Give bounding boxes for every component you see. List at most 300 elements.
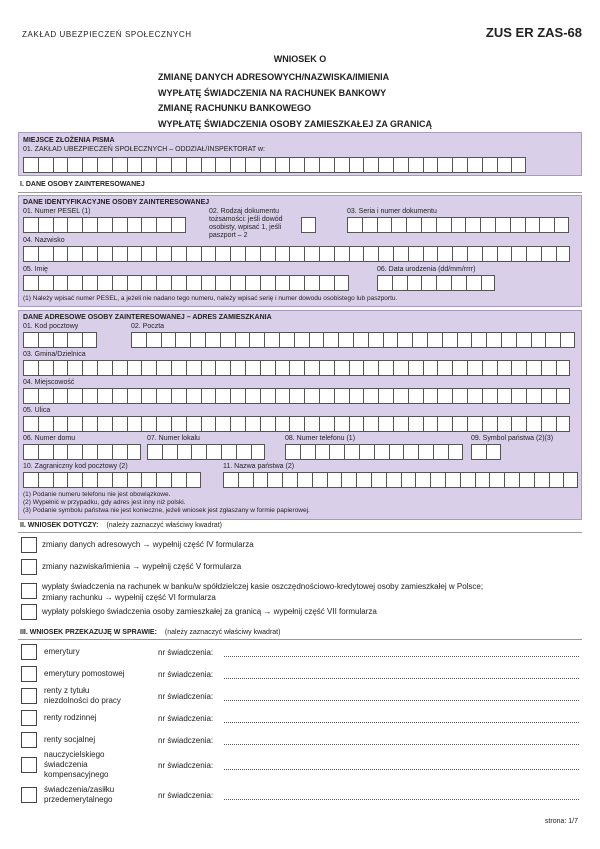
char-box[interactable] bbox=[349, 388, 364, 404]
country-name-input[interactable] bbox=[223, 472, 578, 488]
char-box[interactable] bbox=[304, 388, 319, 404]
char-box[interactable] bbox=[82, 388, 97, 404]
char-box[interactable] bbox=[82, 157, 97, 173]
char-box[interactable] bbox=[156, 157, 171, 173]
char-box[interactable] bbox=[323, 332, 338, 348]
char-box[interactable] bbox=[471, 332, 486, 348]
char-box[interactable] bbox=[334, 360, 349, 376]
char-box[interactable] bbox=[260, 360, 275, 376]
char-box[interactable] bbox=[489, 472, 504, 488]
char-box[interactable] bbox=[421, 217, 436, 233]
char-box[interactable] bbox=[452, 246, 467, 262]
char-box[interactable] bbox=[349, 416, 364, 432]
char-box[interactable] bbox=[245, 360, 260, 376]
doc-type-input[interactable] bbox=[301, 217, 316, 233]
char-box[interactable] bbox=[201, 246, 216, 262]
char-box[interactable] bbox=[112, 275, 127, 291]
char-box[interactable] bbox=[482, 157, 497, 173]
char-box[interactable] bbox=[146, 332, 161, 348]
char-box[interactable] bbox=[82, 360, 97, 376]
char-box[interactable] bbox=[38, 217, 53, 233]
char-box[interactable] bbox=[401, 472, 416, 488]
char-box[interactable] bbox=[38, 157, 53, 173]
char-box[interactable] bbox=[205, 332, 220, 348]
char-box[interactable] bbox=[235, 332, 250, 348]
char-box[interactable] bbox=[467, 360, 482, 376]
char-box[interactable] bbox=[206, 444, 221, 460]
char-box[interactable] bbox=[186, 157, 201, 173]
char-box[interactable] bbox=[223, 472, 238, 488]
benefit-checkbox[interactable] bbox=[21, 710, 37, 726]
char-box[interactable] bbox=[53, 444, 68, 460]
char-box[interactable] bbox=[201, 157, 216, 173]
char-box[interactable] bbox=[38, 416, 53, 432]
char-box[interactable] bbox=[67, 275, 82, 291]
city-input[interactable] bbox=[131, 332, 575, 348]
char-box[interactable] bbox=[452, 388, 467, 404]
char-box[interactable] bbox=[156, 472, 171, 488]
char-box[interactable] bbox=[53, 157, 68, 173]
char-box[interactable] bbox=[171, 217, 186, 233]
char-box[interactable] bbox=[230, 157, 245, 173]
char-box[interactable] bbox=[67, 472, 82, 488]
char-box[interactable] bbox=[319, 275, 334, 291]
char-box[interactable] bbox=[451, 217, 466, 233]
char-box[interactable] bbox=[304, 275, 319, 291]
char-box[interactable] bbox=[127, 360, 142, 376]
char-box[interactable] bbox=[171, 472, 186, 488]
char-box[interactable] bbox=[334, 275, 349, 291]
char-box[interactable] bbox=[67, 444, 82, 460]
char-box[interactable] bbox=[112, 416, 127, 432]
char-box[interactable] bbox=[526, 416, 541, 432]
benefit-checkbox[interactable] bbox=[21, 688, 37, 704]
char-box[interactable] bbox=[497, 388, 512, 404]
char-box[interactable] bbox=[141, 388, 156, 404]
char-box[interactable] bbox=[392, 275, 407, 291]
char-box[interactable] bbox=[275, 157, 290, 173]
char-box[interactable] bbox=[238, 472, 253, 488]
char-box[interactable] bbox=[423, 157, 438, 173]
char-box[interactable] bbox=[341, 472, 356, 488]
char-box[interactable] bbox=[510, 217, 525, 233]
benefit-checkbox[interactable] bbox=[21, 757, 37, 773]
char-box[interactable] bbox=[412, 332, 427, 348]
char-box[interactable] bbox=[304, 157, 319, 173]
benefit-number-field[interactable] bbox=[224, 799, 579, 800]
char-box[interactable] bbox=[338, 332, 353, 348]
char-box[interactable] bbox=[127, 444, 142, 460]
char-box[interactable] bbox=[127, 217, 142, 233]
char-box[interactable] bbox=[554, 217, 569, 233]
char-box[interactable] bbox=[539, 217, 554, 233]
char-box[interactable] bbox=[300, 444, 315, 460]
char-box[interactable] bbox=[186, 246, 201, 262]
char-box[interactable] bbox=[215, 246, 230, 262]
char-box[interactable] bbox=[177, 444, 192, 460]
char-box[interactable] bbox=[282, 472, 297, 488]
char-box[interactable] bbox=[371, 472, 386, 488]
char-box[interactable] bbox=[171, 416, 186, 432]
benefit-number-field[interactable] bbox=[224, 700, 579, 701]
char-box[interactable] bbox=[452, 416, 467, 432]
char-box[interactable] bbox=[433, 444, 448, 460]
char-box[interactable] bbox=[289, 388, 304, 404]
benefit-checkbox[interactable] bbox=[21, 787, 37, 803]
char-box[interactable] bbox=[526, 388, 541, 404]
char-box[interactable] bbox=[312, 472, 327, 488]
char-box[interactable] bbox=[156, 246, 171, 262]
char-box[interactable] bbox=[519, 472, 534, 488]
char-box[interactable] bbox=[397, 332, 412, 348]
char-box[interactable] bbox=[245, 157, 260, 173]
benefit-number-field[interactable] bbox=[224, 678, 579, 679]
char-box[interactable] bbox=[334, 388, 349, 404]
char-box[interactable] bbox=[525, 217, 540, 233]
char-box[interactable] bbox=[171, 388, 186, 404]
char-box[interactable] bbox=[334, 246, 349, 262]
char-box[interactable] bbox=[526, 246, 541, 262]
char-box[interactable] bbox=[437, 416, 452, 432]
char-box[interactable] bbox=[97, 416, 112, 432]
char-box[interactable] bbox=[423, 360, 438, 376]
char-box[interactable] bbox=[23, 444, 38, 460]
char-box[interactable] bbox=[97, 157, 112, 173]
char-box[interactable] bbox=[38, 444, 53, 460]
char-box[interactable] bbox=[82, 472, 97, 488]
char-box[interactable] bbox=[541, 360, 556, 376]
char-box[interactable] bbox=[156, 388, 171, 404]
char-box[interactable] bbox=[38, 246, 53, 262]
char-box[interactable] bbox=[112, 360, 127, 376]
char-box[interactable] bbox=[541, 246, 556, 262]
char-box[interactable] bbox=[465, 217, 480, 233]
char-box[interactable] bbox=[511, 246, 526, 262]
char-box[interactable] bbox=[301, 217, 316, 233]
char-box[interactable] bbox=[221, 444, 236, 460]
char-box[interactable] bbox=[161, 332, 176, 348]
char-box[interactable] bbox=[482, 416, 497, 432]
street-input[interactable] bbox=[23, 416, 570, 432]
char-box[interactable] bbox=[386, 472, 401, 488]
char-box[interactable] bbox=[445, 472, 460, 488]
char-box[interactable] bbox=[53, 388, 68, 404]
dob-input[interactable] bbox=[377, 275, 495, 291]
char-box[interactable] bbox=[460, 472, 475, 488]
char-box[interactable] bbox=[563, 472, 578, 488]
char-box[interactable] bbox=[230, 360, 245, 376]
char-box[interactable] bbox=[249, 332, 264, 348]
char-box[interactable] bbox=[359, 444, 374, 460]
char-box[interactable] bbox=[486, 444, 501, 460]
char-box[interactable] bbox=[23, 275, 38, 291]
char-box[interactable] bbox=[156, 275, 171, 291]
char-box[interactable] bbox=[378, 388, 393, 404]
char-box[interactable] bbox=[53, 416, 68, 432]
option-abroad-checkbox[interactable] bbox=[21, 604, 37, 620]
char-box[interactable] bbox=[467, 416, 482, 432]
char-box[interactable] bbox=[531, 332, 546, 348]
char-box[interactable] bbox=[127, 416, 142, 432]
char-box[interactable] bbox=[408, 388, 423, 404]
char-box[interactable] bbox=[334, 416, 349, 432]
char-box[interactable] bbox=[407, 275, 422, 291]
char-box[interactable] bbox=[475, 472, 490, 488]
char-box[interactable] bbox=[251, 444, 266, 460]
char-box[interactable] bbox=[378, 360, 393, 376]
char-box[interactable] bbox=[215, 388, 230, 404]
char-box[interactable] bbox=[349, 157, 364, 173]
char-box[interactable] bbox=[319, 416, 334, 432]
char-box[interactable] bbox=[215, 416, 230, 432]
char-box[interactable] bbox=[495, 217, 510, 233]
char-box[interactable] bbox=[230, 275, 245, 291]
char-box[interactable] bbox=[467, 246, 482, 262]
char-box[interactable] bbox=[245, 246, 260, 262]
char-box[interactable] bbox=[534, 472, 549, 488]
char-box[interactable] bbox=[201, 275, 216, 291]
char-box[interactable] bbox=[230, 388, 245, 404]
char-box[interactable] bbox=[541, 416, 556, 432]
char-box[interactable] bbox=[171, 157, 186, 173]
char-box[interactable] bbox=[53, 217, 68, 233]
country-symbol-input[interactable] bbox=[471, 444, 501, 460]
char-box[interactable] bbox=[363, 360, 378, 376]
char-box[interactable] bbox=[374, 444, 389, 460]
char-box[interactable] bbox=[482, 360, 497, 376]
char-box[interactable] bbox=[541, 388, 556, 404]
char-box[interactable] bbox=[171, 246, 186, 262]
char-box[interactable] bbox=[97, 472, 112, 488]
char-box[interactable] bbox=[220, 332, 235, 348]
char-box[interactable] bbox=[418, 444, 433, 460]
char-box[interactable] bbox=[349, 360, 364, 376]
char-box[interactable] bbox=[504, 472, 519, 488]
char-box[interactable] bbox=[53, 472, 68, 488]
char-box[interactable] bbox=[285, 444, 300, 460]
char-box[interactable] bbox=[353, 332, 368, 348]
char-box[interactable] bbox=[327, 472, 342, 488]
char-box[interactable] bbox=[344, 444, 359, 460]
char-box[interactable] bbox=[53, 275, 68, 291]
char-box[interactable] bbox=[511, 157, 526, 173]
char-box[interactable] bbox=[560, 332, 575, 348]
char-box[interactable] bbox=[347, 217, 362, 233]
char-box[interactable] bbox=[127, 157, 142, 173]
char-box[interactable] bbox=[391, 217, 406, 233]
char-box[interactable] bbox=[82, 332, 97, 348]
char-box[interactable] bbox=[260, 275, 275, 291]
char-box[interactable] bbox=[245, 388, 260, 404]
char-box[interactable] bbox=[482, 388, 497, 404]
char-box[interactable] bbox=[127, 246, 142, 262]
char-box[interactable] bbox=[393, 388, 408, 404]
char-box[interactable] bbox=[147, 444, 162, 460]
gmina-input[interactable] bbox=[23, 360, 570, 376]
char-box[interactable] bbox=[319, 157, 334, 173]
char-box[interactable] bbox=[545, 332, 560, 348]
char-box[interactable] bbox=[389, 444, 404, 460]
char-box[interactable] bbox=[437, 157, 452, 173]
benefit-number-field[interactable] bbox=[224, 769, 579, 770]
char-box[interactable] bbox=[162, 444, 177, 460]
char-box[interactable] bbox=[279, 332, 294, 348]
char-box[interactable] bbox=[156, 217, 171, 233]
char-box[interactable] bbox=[423, 388, 438, 404]
char-box[interactable] bbox=[377, 217, 392, 233]
option-address-checkbox[interactable] bbox=[21, 537, 37, 553]
char-box[interactable] bbox=[38, 275, 53, 291]
char-box[interactable] bbox=[67, 157, 82, 173]
char-box[interactable] bbox=[289, 246, 304, 262]
char-box[interactable] bbox=[334, 157, 349, 173]
char-box[interactable] bbox=[275, 416, 290, 432]
char-box[interactable] bbox=[141, 217, 156, 233]
char-box[interactable] bbox=[408, 157, 423, 173]
pesel-input[interactable] bbox=[23, 217, 186, 233]
char-box[interactable] bbox=[230, 416, 245, 432]
char-box[interactable] bbox=[294, 332, 309, 348]
char-box[interactable] bbox=[378, 157, 393, 173]
char-box[interactable] bbox=[215, 275, 230, 291]
char-box[interactable] bbox=[363, 416, 378, 432]
char-box[interactable] bbox=[141, 472, 156, 488]
char-box[interactable] bbox=[319, 388, 334, 404]
char-box[interactable] bbox=[245, 275, 260, 291]
char-box[interactable] bbox=[97, 217, 112, 233]
char-box[interactable] bbox=[289, 416, 304, 432]
char-box[interactable] bbox=[452, 360, 467, 376]
char-box[interactable] bbox=[363, 388, 378, 404]
char-box[interactable] bbox=[67, 246, 82, 262]
char-box[interactable] bbox=[127, 275, 142, 291]
char-box[interactable] bbox=[467, 388, 482, 404]
char-box[interactable] bbox=[23, 388, 38, 404]
char-box[interactable] bbox=[267, 472, 282, 488]
char-box[interactable] bbox=[362, 217, 377, 233]
foreign-postal-input[interactable] bbox=[23, 472, 201, 488]
char-box[interactable] bbox=[38, 332, 53, 348]
char-box[interactable] bbox=[112, 217, 127, 233]
char-box[interactable] bbox=[556, 388, 571, 404]
char-box[interactable] bbox=[141, 275, 156, 291]
char-box[interactable] bbox=[436, 217, 451, 233]
char-box[interactable] bbox=[511, 388, 526, 404]
char-box[interactable] bbox=[156, 416, 171, 432]
char-box[interactable] bbox=[141, 416, 156, 432]
char-box[interactable] bbox=[393, 246, 408, 262]
char-box[interactable] bbox=[275, 246, 290, 262]
char-box[interactable] bbox=[127, 388, 142, 404]
char-box[interactable] bbox=[260, 388, 275, 404]
char-box[interactable] bbox=[451, 275, 466, 291]
char-box[interactable] bbox=[471, 444, 486, 460]
char-box[interactable] bbox=[53, 360, 68, 376]
char-box[interactable] bbox=[67, 388, 82, 404]
char-box[interactable] bbox=[253, 472, 268, 488]
char-box[interactable] bbox=[171, 275, 186, 291]
char-box[interactable] bbox=[23, 217, 38, 233]
place-input[interactable] bbox=[23, 157, 526, 173]
option-bank-checkbox[interactable] bbox=[21, 583, 37, 599]
benefit-number-field[interactable] bbox=[224, 722, 579, 723]
benefit-checkbox[interactable] bbox=[21, 666, 37, 682]
char-box[interactable] bbox=[304, 246, 319, 262]
char-box[interactable] bbox=[186, 472, 201, 488]
char-box[interactable] bbox=[448, 444, 463, 460]
char-box[interactable] bbox=[260, 246, 275, 262]
char-box[interactable] bbox=[112, 444, 127, 460]
char-box[interactable] bbox=[452, 157, 467, 173]
char-box[interactable] bbox=[403, 444, 418, 460]
char-box[interactable] bbox=[356, 472, 371, 488]
char-box[interactable] bbox=[315, 444, 330, 460]
town-input[interactable] bbox=[23, 388, 570, 404]
char-box[interactable] bbox=[97, 246, 112, 262]
char-box[interactable] bbox=[23, 472, 38, 488]
char-box[interactable] bbox=[466, 275, 481, 291]
char-box[interactable] bbox=[408, 416, 423, 432]
char-box[interactable] bbox=[67, 332, 82, 348]
surname-input[interactable] bbox=[23, 246, 570, 262]
char-box[interactable] bbox=[556, 416, 571, 432]
char-box[interactable] bbox=[497, 360, 512, 376]
char-box[interactable] bbox=[215, 157, 230, 173]
char-box[interactable] bbox=[556, 246, 571, 262]
name-input[interactable] bbox=[23, 275, 349, 291]
char-box[interactable] bbox=[497, 246, 512, 262]
char-box[interactable] bbox=[38, 360, 53, 376]
char-box[interactable] bbox=[421, 275, 436, 291]
char-box[interactable] bbox=[275, 388, 290, 404]
char-box[interactable] bbox=[309, 332, 324, 348]
house-input[interactable] bbox=[23, 444, 141, 460]
char-box[interactable] bbox=[297, 472, 312, 488]
char-box[interactable] bbox=[23, 332, 38, 348]
series-input[interactable] bbox=[347, 217, 569, 233]
char-box[interactable] bbox=[97, 444, 112, 460]
char-box[interactable] bbox=[304, 416, 319, 432]
char-box[interactable] bbox=[186, 416, 201, 432]
benefit-checkbox[interactable] bbox=[21, 644, 37, 660]
char-box[interactable] bbox=[289, 360, 304, 376]
char-box[interactable] bbox=[112, 157, 127, 173]
char-box[interactable] bbox=[131, 332, 146, 348]
char-box[interactable] bbox=[437, 360, 452, 376]
char-box[interactable] bbox=[82, 444, 97, 460]
char-box[interactable] bbox=[329, 444, 344, 460]
char-box[interactable] bbox=[67, 416, 82, 432]
char-box[interactable] bbox=[423, 246, 438, 262]
flat-input[interactable] bbox=[147, 444, 265, 460]
char-box[interactable] bbox=[141, 360, 156, 376]
char-box[interactable] bbox=[457, 332, 472, 348]
char-box[interactable] bbox=[112, 472, 127, 488]
char-box[interactable] bbox=[190, 332, 205, 348]
char-box[interactable] bbox=[97, 275, 112, 291]
char-box[interactable] bbox=[67, 217, 82, 233]
char-box[interactable] bbox=[363, 246, 378, 262]
char-box[interactable] bbox=[486, 332, 501, 348]
char-box[interactable] bbox=[82, 416, 97, 432]
char-box[interactable] bbox=[406, 217, 421, 233]
char-box[interactable] bbox=[511, 360, 526, 376]
char-box[interactable] bbox=[377, 275, 392, 291]
char-box[interactable] bbox=[393, 416, 408, 432]
char-box[interactable] bbox=[289, 275, 304, 291]
char-box[interactable] bbox=[82, 217, 97, 233]
char-box[interactable] bbox=[516, 332, 531, 348]
